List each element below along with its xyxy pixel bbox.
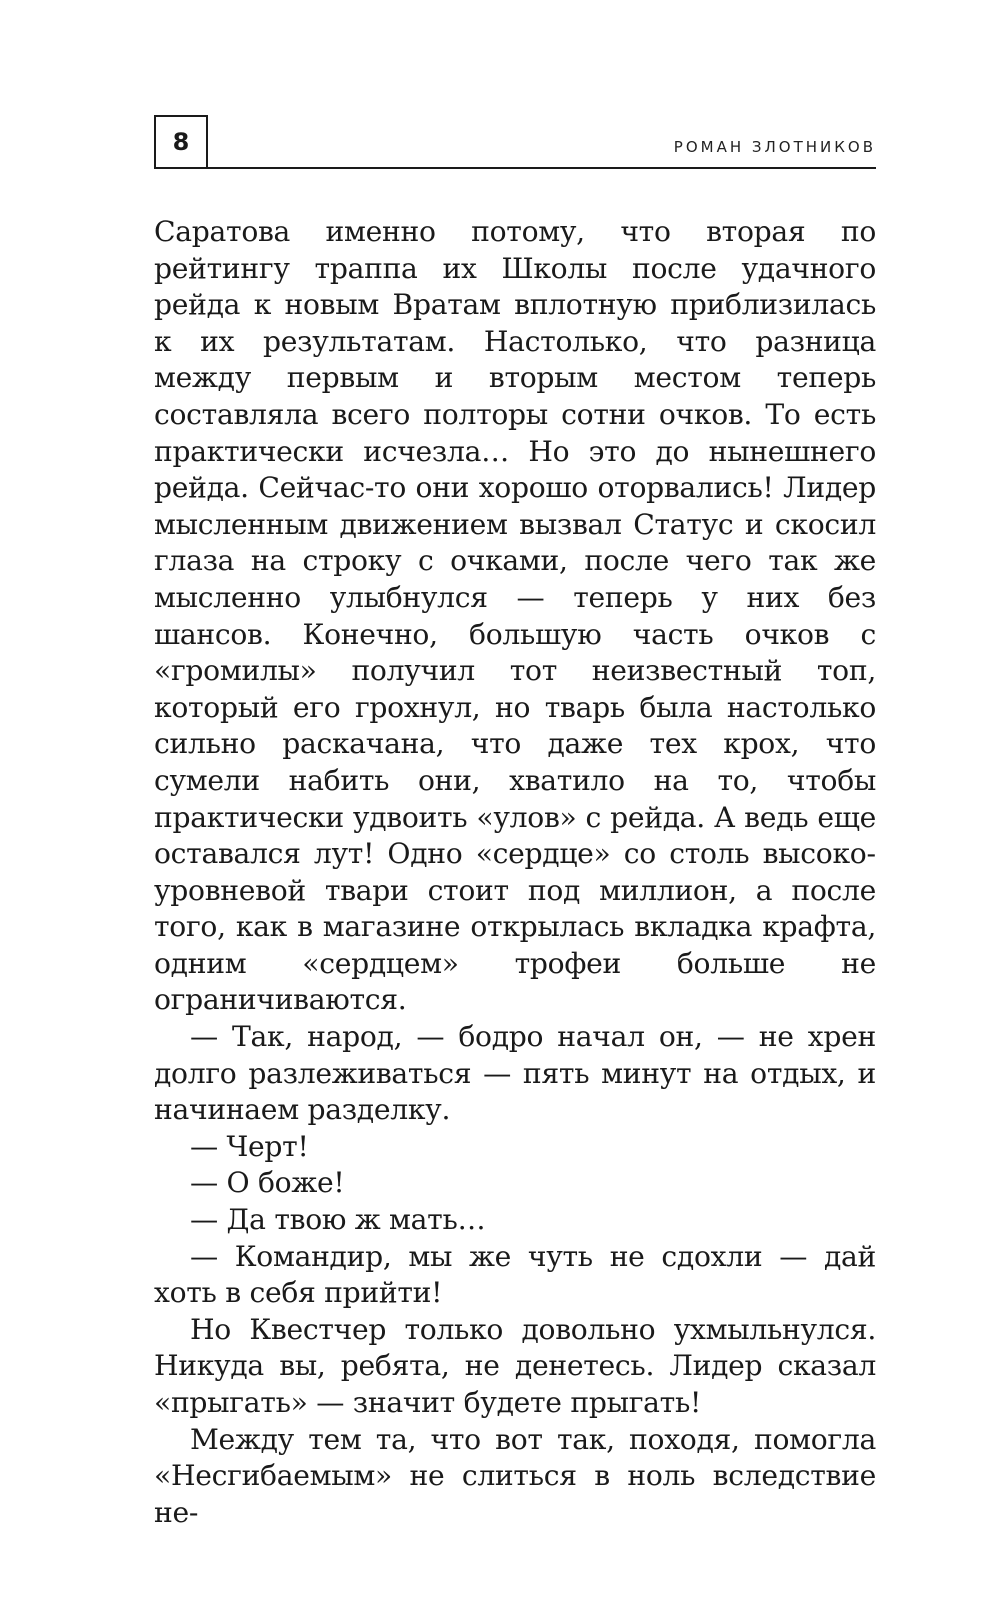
- paragraph-8: Между тем та, что вот так, походя, помогла «Несгибаемым» не слиться в ноль вследствие не-: [154, 1422, 876, 1529]
- paragraph-2: — Так, народ, — бодро начал он, — не хрен долго разлеживаться — пять минут на отдых, и начинаем разделку.: [154, 1020, 876, 1127]
- running-title: РОМАН ЗЛОТНИКОВ: [673, 138, 876, 156]
- paragraph-3: — Черт!: [190, 1129, 309, 1163]
- page-text: [154, 214, 876, 1531]
- paragraph-1: Саратова именно потому, что вторая по рейтингу траппа их Школы после удачного рейда к новым Вратам вплотную приблизилась к их результатам. Настолько, что разница между первым и вторым местом теперь составляла всего полторы сотни очков. То есть практически исчезла… Но это до нынешнего рейда. Сейчас-то они хорошо оторвались! Лидер мысленным движением вызвал Статус и скосил глаза на строку с очками, после чего так же мысленно улыбнулся — теперь у них без шансов. Конечно, большую часть очков с «громилы» получил тот неизвестный топ, который его грохнул, но тварь была настолько сильно раскачана, что даже тех крох, что сумели набить они, хватило на то, чтобы практически удвоить «улов» с рейда. А ведь еще оставался лут! Одно «сердце» со столь высокоуровневой твари стоит под миллион, а после того, как в магазине открылась вкладка крафта, одним «сердцем» трофеи больше не ограничиваются.: [154, 215, 876, 1017]
- paragraph-4: — О боже!: [190, 1166, 345, 1200]
- paragraph-6: — Командир, мы же чуть не сдохли — дай хоть в себя прийти!: [154, 1239, 876, 1310]
- header-rule: [208, 167, 876, 169]
- paragraph-5: — Да твою ж мать…: [190, 1203, 486, 1237]
- paragraph-7: Но Квестчер только довольно ухмыльнулся. Никуда вы, ребята, не денетесь. Лидер сказал «прыгать» — значит будете прыгать!: [154, 1312, 876, 1419]
- page-number: 8: [154, 115, 208, 169]
